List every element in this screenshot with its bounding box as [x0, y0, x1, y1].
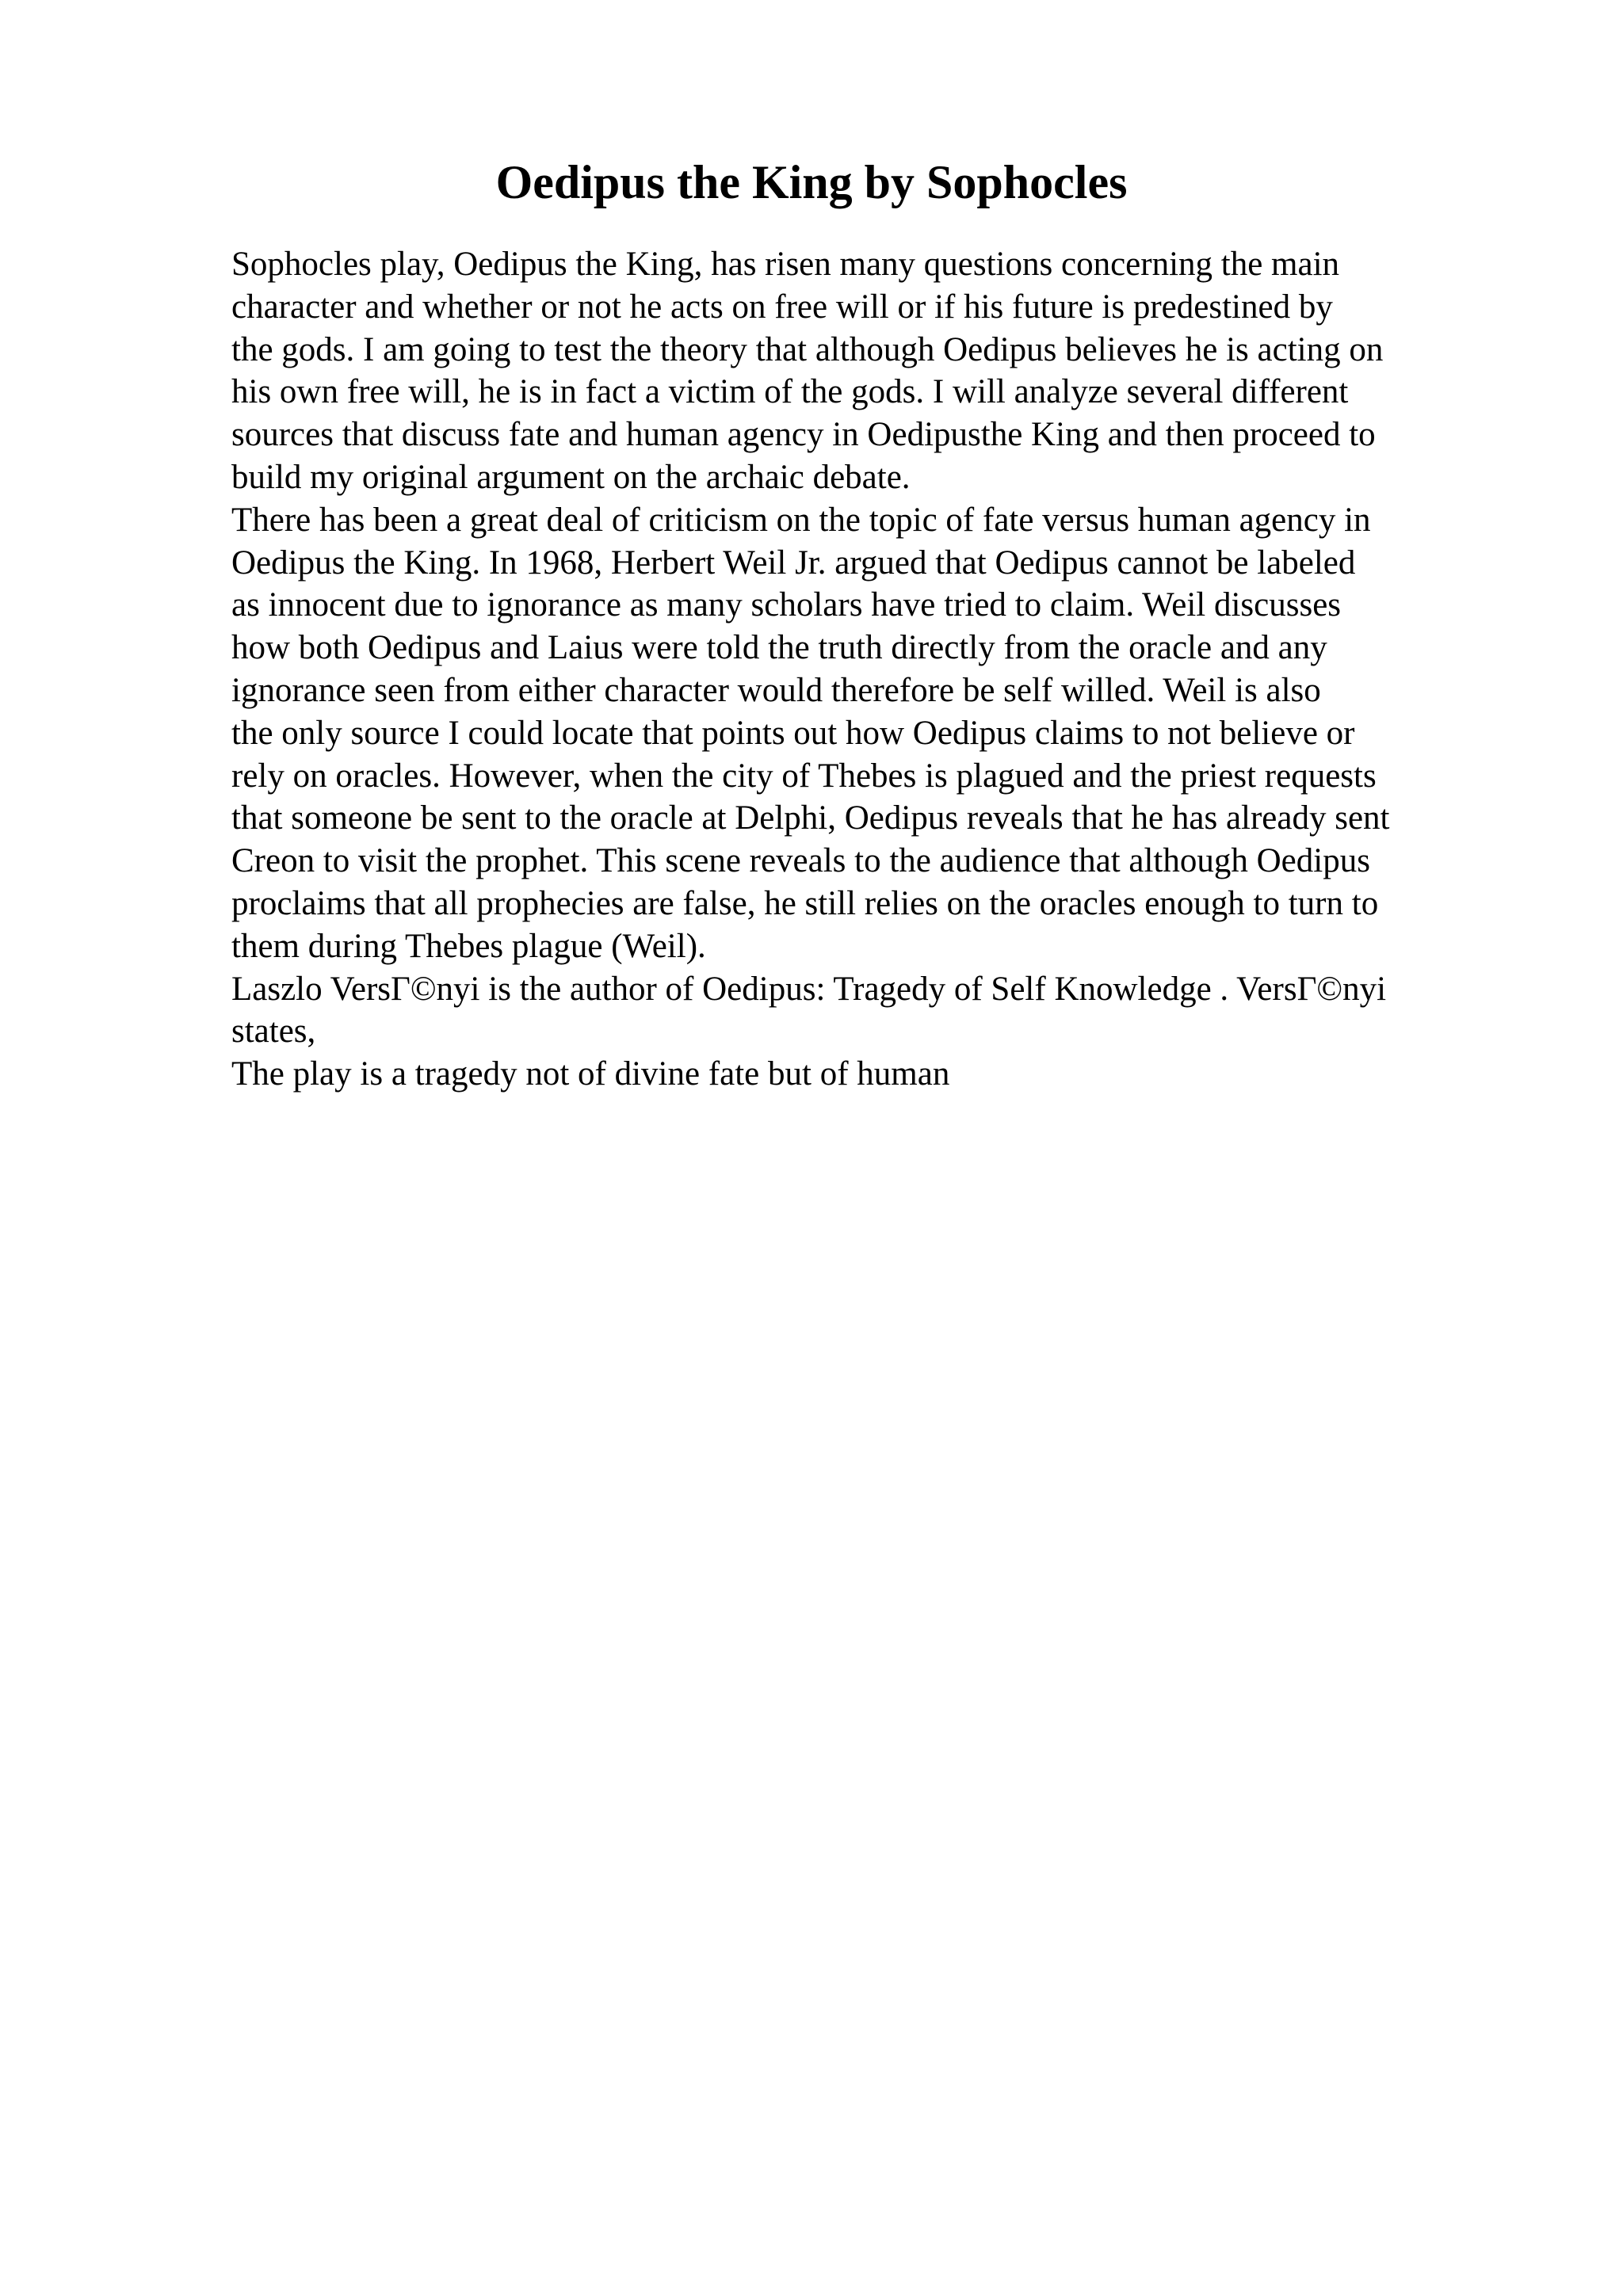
body-line: Sophocles play, Oedipus the King, has risen many questions concerning the main	[231, 246, 1340, 283]
body-line: build my original argument on the archaic debate.	[231, 458, 911, 496]
document-body	[231, 243, 1515, 1096]
body-line: Laszlo VersΓ©nyi is the author of Oedipus: Tragedy of Self Knowledge . VersΓ©nyi	[231, 970, 1387, 1008]
body-line: proclaims that all prophecies are false, he still relies on the oracles enough to turn to	[231, 884, 1379, 922]
body-line: his own free will, he is in fact a victim of the gods. I will analyze several different	[231, 373, 1349, 411]
body-line: them during Thebes plague (Weil).	[231, 927, 706, 965]
body-line: the only source I could locate that points out how Oedipus claims to not believe or	[231, 714, 1355, 752]
body-line: Oedipus the King. In 1968, Herbert Weil Jr. argued that Oedipus cannot be labeled	[231, 543, 1356, 582]
body-line: how both Oedipus and Laius were told the truth directly from the oracle and any	[231, 629, 1327, 667]
body-line: sources that discuss fate and human agency in Oedipusthe King and then proceed to	[231, 416, 1376, 454]
body-line: as innocent due to ignorance as many scholars have tried to claim. Weil discusses	[231, 586, 1342, 624]
body-line: that someone be sent to the oracle at Delphi, Oedipus reveals that he has already sent	[231, 799, 1390, 837]
body-line: The play is a tragedy not of divine fate but of human	[231, 1055, 950, 1093]
body-line: the gods. I am going to test the theory that although Oedipus believes he is acting on	[231, 330, 1384, 368]
body-line: rely on oracles. However, when the city of Thebes is plagued and the priest requests	[231, 757, 1377, 795]
body-line: Creon to visit the prophet. This scene reveals to the audience that although Oedipus	[231, 842, 1370, 880]
body-line: There has been a great deal of criticism on the topic of fate versus human agency in	[231, 501, 1371, 539]
document-title: Oedipus the King by Sophocles	[495, 156, 1128, 208]
body-line: states,	[231, 1013, 316, 1051]
body-line: character and whether or not he acts on free will or if his future is predestined by	[231, 288, 1333, 326]
body-line: ignorance seen from either character would therefore be self willed. Weil is also	[231, 671, 1321, 709]
